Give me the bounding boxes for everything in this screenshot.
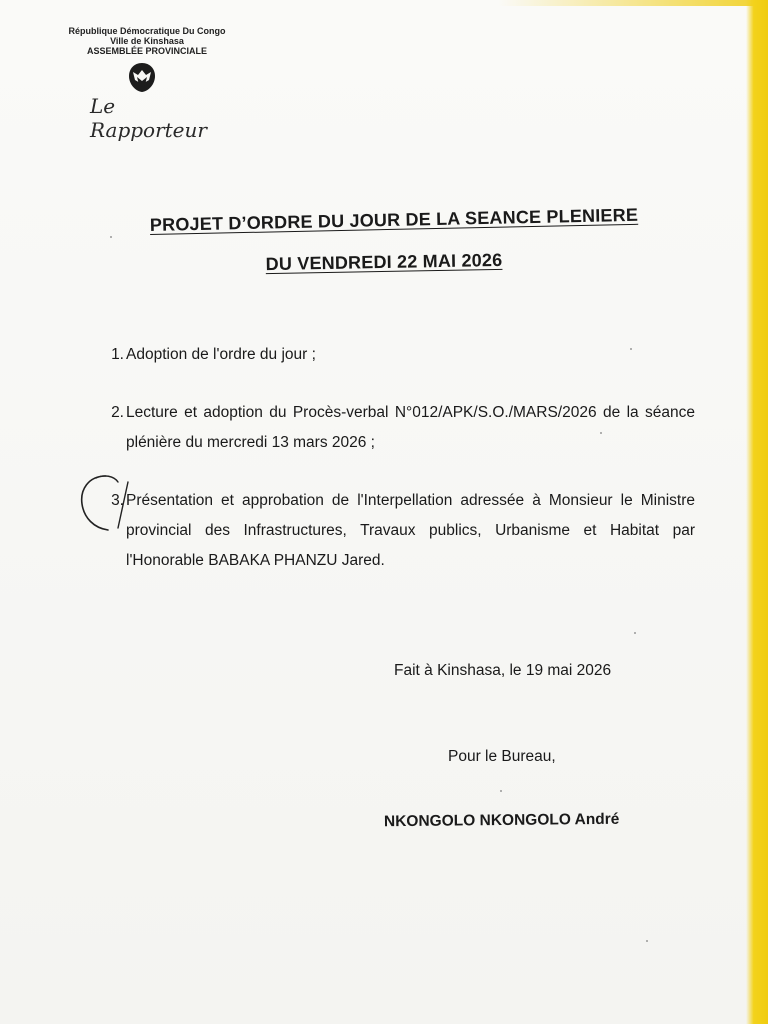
agenda-item bbox=[100, 398, 695, 458]
scan-speck bbox=[634, 632, 636, 634]
place-and-date: Fait à Kinshasa, le 19 mai 2026 bbox=[394, 662, 612, 679]
scan-speck bbox=[110, 236, 112, 238]
agenda-item-number: 2. bbox=[111, 404, 124, 421]
agenda-item-text: Adoption de l'ordre du jour ; bbox=[126, 346, 316, 363]
agenda-item-text: Présentation et approbation de l'Interpellation adressée à Monsieur le Ministre provincial des Infrastructures, Travaux publics, Urbanisme et Habitat par l'Honorable BABAKA PHANZU Jared. bbox=[126, 492, 695, 569]
scan-speck bbox=[500, 790, 502, 792]
handwritten-circle-mark bbox=[74, 470, 134, 540]
agenda-item bbox=[100, 340, 695, 370]
signatory-name: NKONGOLO NKONGOLO André bbox=[383, 810, 620, 831]
rapporteur-script: Le Rapporteur bbox=[90, 94, 207, 142]
eagle-emblem-icon bbox=[124, 60, 160, 94]
agenda-item bbox=[100, 486, 695, 576]
scan-speck bbox=[600, 432, 602, 434]
agenda-item-number: 1. bbox=[111, 346, 124, 363]
document-date-title: DU VENDREDI 22 MAI 2026 bbox=[265, 249, 503, 275]
scan-speck bbox=[646, 940, 648, 942]
agenda-list bbox=[100, 340, 695, 576]
paper-edge-top bbox=[498, 0, 768, 6]
letterhead-country: République Démocratique Du Congo bbox=[68, 26, 226, 36]
letterhead bbox=[52, 26, 242, 56]
letterhead-city: Ville de Kinshasa bbox=[110, 36, 184, 46]
letterhead-institution: ASSEMBLÉE PROVINCIALE bbox=[86, 46, 207, 56]
agenda-item-text: Lecture et adoption du Procès-verbal N°012/APK/S.O./MARS/2026 de la séance plénière du mercredi 13 mars 2026 ; bbox=[126, 404, 695, 451]
agenda-item-number: 3. bbox=[111, 492, 124, 509]
paper-edge-right bbox=[746, 0, 768, 1024]
scan-speck bbox=[630, 348, 632, 350]
for-the-bureau: Pour le Bureau, bbox=[448, 748, 556, 765]
document-title: PROJET D’ORDRE DU JOUR DE LA SEANCE PLENIERE bbox=[149, 204, 639, 236]
